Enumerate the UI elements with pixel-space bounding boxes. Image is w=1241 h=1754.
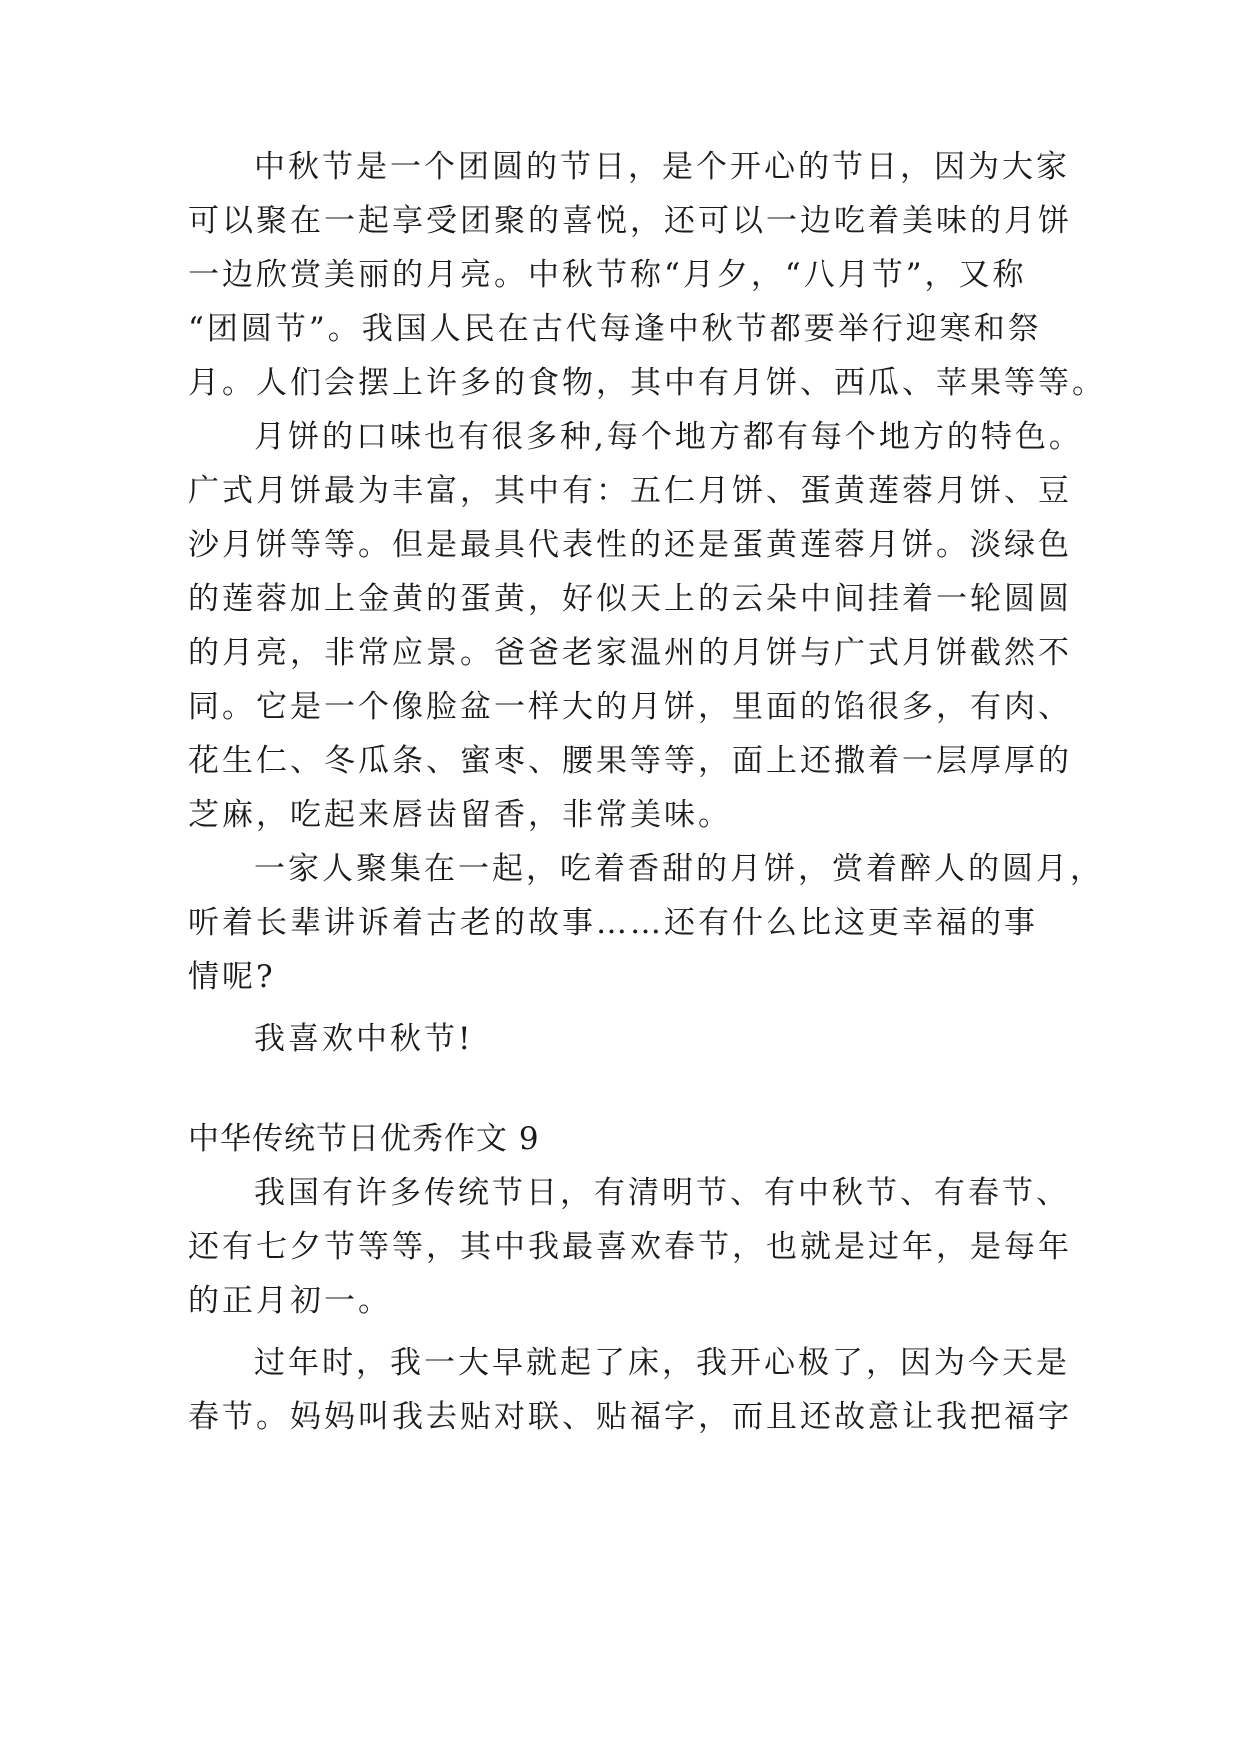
section-heading: 中华传统节日优秀作文 9 [188,1121,540,1157]
paragraph-line: 广式月饼最为丰富，其中有：五仁月饼、蛋黄莲蓉月饼、豆 [188,473,1072,509]
paragraph-line: 同。它是一个像脸盆一样大的月饼，里面的馅很多，有肉、 [188,689,1072,725]
paragraph-line: 中秋节是一个团圆的节日，是个开心的节日，因为大家 [254,149,1070,185]
paragraph-line: 花生仁、冬瓜条、蜜枣、腰果等等，面上还撒着一层厚厚的 [188,743,1072,779]
paragraph-line: 的莲蓉加上金黄的蛋黄，好似天上的云朵中间挂着一轮圆圆 [188,581,1072,617]
paragraph-line: 可以聚在一起享受团聚的喜悦，还可以一边吃着美味的月饼 [188,203,1072,239]
paragraph-line: 一边欣赏美丽的月亮。中秋节称“月夕，“八月节”，又称 [188,257,1027,293]
paragraph-line: 芝麻，吃起来唇齿留香，非常美味。 [188,797,732,833]
paragraph-line: 过年时，我一大早就起了床，我开心极了，因为今天是 [254,1345,1070,1381]
paragraph-line: 我喜欢中秋节! [254,1021,474,1057]
paragraph-line: 的正月初一。 [188,1283,392,1319]
paragraph-line: “团圆节”。我国人民在古代每逢中秋节都要举行迎寒和祭 [188,311,1042,347]
paragraph-line: 我国有许多传统节日，有清明节、有中秋节、有春节、 [254,1175,1070,1211]
paragraph-line: 一家人聚集在一起，吃着香甜的月饼，赏着醉人的圆月， [254,851,1104,887]
paragraph-line: 月。人们会摆上许多的食物，其中有月饼、西瓜、苹果等等。 [188,365,1106,401]
paragraph-line: 沙月饼等等。但是最具代表性的还是蛋黄莲蓉月饼。淡绿色 [188,527,1072,563]
paragraph-line: 春节。妈妈叫我去贴对联、贴福字，而且还故意让我把福字 [188,1399,1072,1435]
paragraph-line: 听着长辈讲诉着古老的故事……还有什么比这更幸福的事 [188,905,1038,941]
paragraph-line: 情呢? [188,959,276,995]
paragraph-line: 月饼的口味也有很多种,每个地方都有每个地方的特色。 [254,419,1083,455]
paragraph-line: 还有七夕节等等，其中我最喜欢春节，也就是过年，是每年 [188,1229,1072,1265]
paragraph-line: 的月亮，非常应景。爸爸老家温州的月饼与广式月饼截然不 [188,635,1072,671]
